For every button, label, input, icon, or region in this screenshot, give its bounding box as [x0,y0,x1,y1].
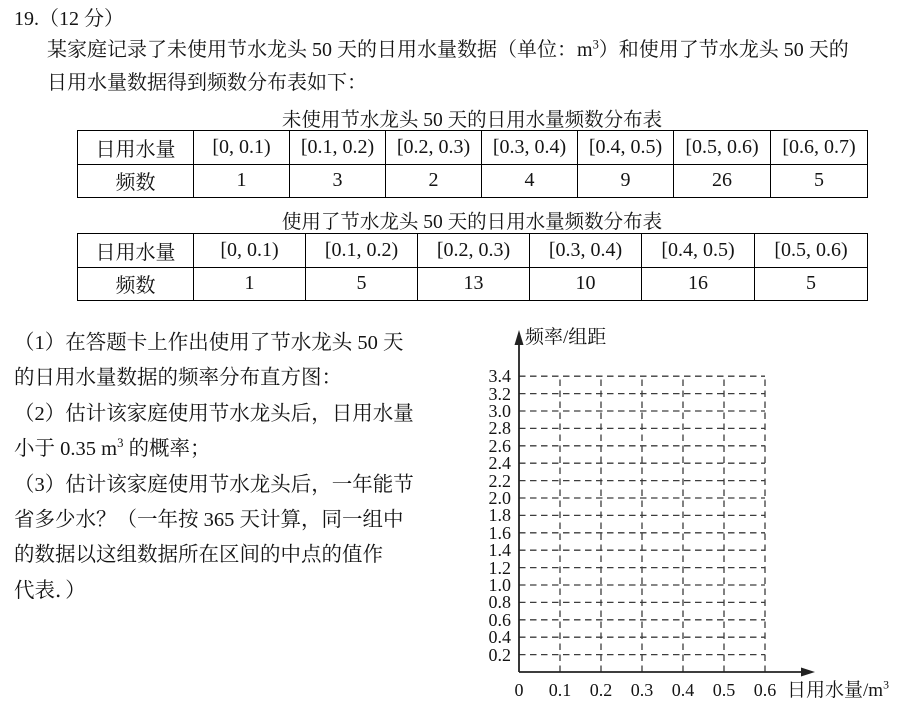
y-axis-label: 频率/组距 [525,327,607,348]
question-2-line-2-sup: 3 [117,436,124,451]
intro-line-1-tail: ）和使用了节水龙头 50 天的 [598,39,849,61]
table-row [78,267,868,301]
y-axis-arrow-icon [515,330,524,345]
interval-cell: [0.1, 0.2) [290,131,386,165]
interval-cell: [0.5, 0.6) [755,234,868,268]
frequency-cell: 13 [418,267,530,301]
table-row [78,131,868,165]
question-2-line-2 [14,432,414,467]
header-cell: 日用水量 [78,131,194,165]
table-title-used-faucet: 使用了节水龙头 50 天的日用水量频数分布表 [281,212,663,233]
frequency-cell: 26 [674,164,771,198]
x-tick-label: 0.1 [548,680,572,700]
histogram-grid-chart [455,318,921,723]
interval-cell: [0.4, 0.5) [578,131,674,165]
interval-cell: [0.3, 0.4) [482,131,578,165]
interval-cell: [0.5, 0.6) [674,131,771,165]
intro-line-2: 日用水量数据得到频数分布表如下： [47,72,367,94]
table-unused-faucet [77,130,868,198]
frequency-cell: 3 [290,164,386,198]
question-number: 19.（12 分） [14,8,124,30]
y-tick-label: 0.4 [488,627,511,648]
header-cell: 频数 [78,267,194,301]
y-tick-label: 1.4 [488,540,511,561]
table-title-unused-faucet: 未使用节水龙头 50 天的日用水量频数分布表 [281,110,663,131]
x-tick-label: 0.5 [712,680,736,700]
intro-line-1 [47,37,849,63]
intro-line-1-sup: 3 [592,37,599,52]
interval-cell: [0, 0.1) [194,131,290,165]
y-tick-label: 0.6 [488,609,511,630]
y-tick-label: 3.0 [488,401,511,421]
x-tick-label: 0.3 [630,680,654,700]
y-tick-label: 3.2 [488,383,511,404]
frequency-cell: 10 [530,267,642,301]
frequency-cell: 16 [642,267,755,301]
header-cell: 频数 [78,164,194,198]
x-axis-label-sup: 3 [883,678,889,692]
table-used-faucet [77,233,868,301]
x-tick-label: 0.6 [753,680,777,700]
y-tick-label: 2.2 [488,470,511,491]
question-3-line-3: 的数据以这组数据所在区间的中点的值作 [14,544,383,567]
x-tick-label: 0.4 [671,680,695,700]
y-tick-label: 1.6 [488,522,511,543]
y-tick-label: 3.4 [488,366,511,387]
frequency-cell: 4 [482,164,578,198]
y-tick-label: 1.8 [488,505,511,526]
frequency-cell: 5 [306,267,418,301]
question-1-line-2: 的日用水量数据的频率分布直方图： [14,367,342,390]
table-row [78,234,868,268]
frequency-cell: 1 [194,267,306,301]
frequency-cell: 5 [771,164,868,198]
chart-canvas [455,318,921,723]
y-tick-label: 2.4 [488,453,511,474]
gridlines [519,376,765,672]
header-cell: 日用水量 [78,234,194,268]
question-2-line-2-pre: 小于 0.35 m [14,438,118,461]
interval-cell: [0.2, 0.3) [386,131,482,165]
interval-cell: [0.6, 0.7) [771,131,868,165]
y-tick-label: 1.2 [488,557,511,578]
y-tick-label: 2.6 [488,435,511,456]
table-row [78,164,868,198]
y-tick-label: 2.0 [488,488,511,508]
intro-line-1-text: 某家庭记录了未使用节水龙头 50 天的日用水量数据（单位：m [47,39,593,61]
interval-cell: [0.1, 0.2) [306,234,418,268]
interval-cell: [0.4, 0.5) [642,234,755,268]
interval-cell: [0.3, 0.4) [530,234,642,268]
sub-questions [14,326,414,609]
question-3-line-4: 代表．） [14,579,86,602]
question-2-line-2-post: 的概率； [123,438,211,461]
y-tick-label: 0.8 [488,592,511,613]
frequency-cell: 2 [386,164,482,198]
x-axis-label-text: 日用水量/m [787,680,884,701]
x-tick-label: 0.2 [589,680,613,700]
frequency-cell: 9 [578,164,674,198]
y-tick-label: 2.8 [488,418,511,439]
y-tick-label: 1.0 [488,575,511,595]
frequency-cell: 1 [194,164,290,198]
x-axis-label [787,679,889,703]
x-axis-arrow-icon [801,668,815,677]
x-tick-label: 0 [514,680,524,700]
frequency-cell: 5 [755,267,868,301]
y-tick-label: 0.2 [488,644,511,665]
interval-cell: [0.2, 0.3) [418,234,530,268]
question-3-line-1: （3）估计该家庭使用节水龙头后，一年能节 [14,473,414,496]
question-3-line-2: 省多少水？（一年按 365 天计算，同一组中 [14,509,404,532]
question-2-line-1: （2）估计该家庭使用节水龙头后，日用水量 [14,402,414,425]
question-1-line-1: （1）在答题卡上作出使用了节水龙头 50 天 [14,332,404,354]
interval-cell: [0, 0.1) [194,234,306,268]
